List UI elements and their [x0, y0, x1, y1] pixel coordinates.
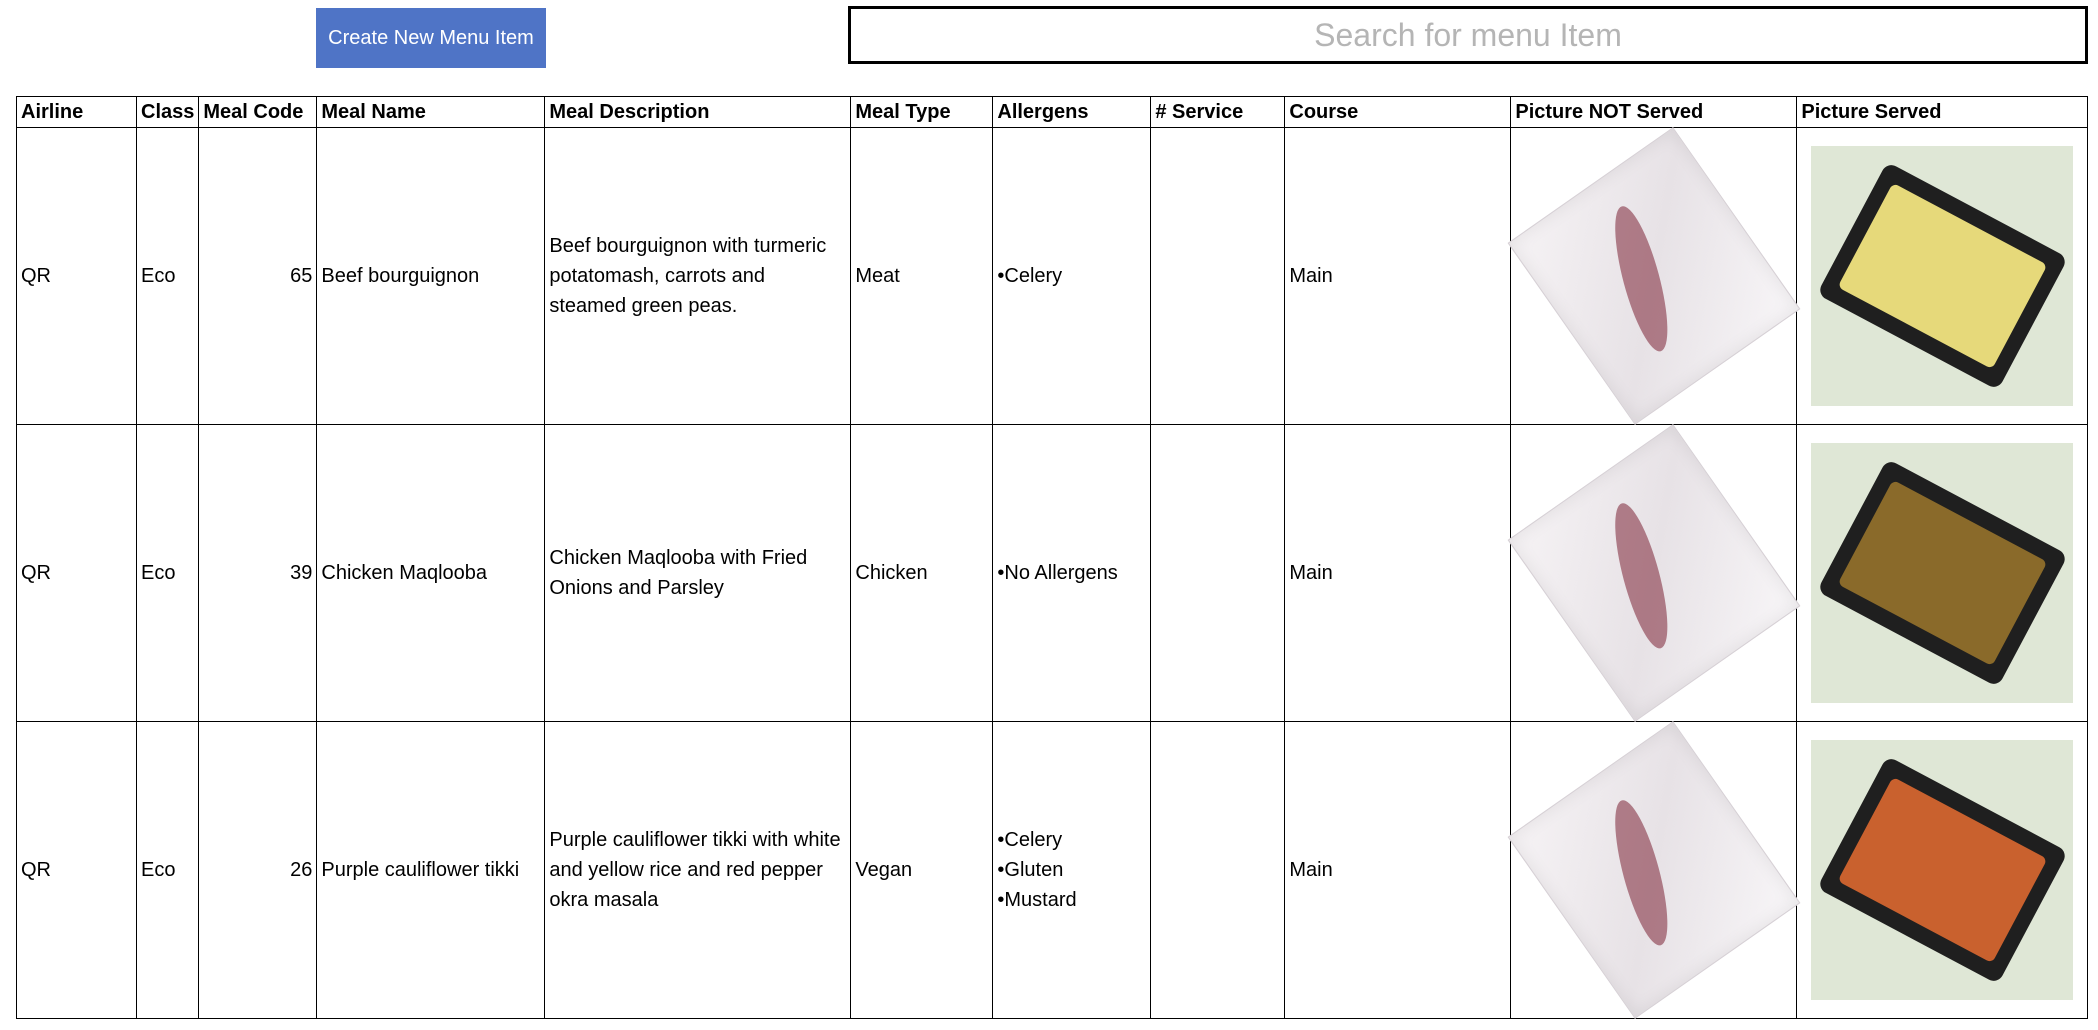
menu-table: [16, 96, 2088, 1019]
search-input[interactable]: [848, 6, 2088, 64]
allergen-item: • Gluten: [997, 855, 1146, 885]
picture-served-cell: [1797, 425, 2088, 722]
airline-cell: QR: [17, 128, 137, 425]
column-header: Picture NOT Served: [1511, 97, 1797, 128]
column-header: Meal Name: [317, 97, 545, 128]
meal-code-cell: 65: [199, 128, 317, 425]
allergens-cell: [993, 722, 1151, 1019]
picture-not-served-cell: [1511, 425, 1797, 722]
meal-pouch-image: [1507, 721, 1800, 1019]
table-header-row: [17, 97, 2088, 128]
table-row[interactable]: [17, 722, 2088, 1019]
meal-tray-image: [1811, 443, 2073, 703]
column-header: Picture Served: [1797, 97, 2088, 128]
meal-tray-image: [1811, 146, 2073, 406]
meal-description-cell: Purple cauliflower tikki with white and yellow rice and red pepper okra masala: [545, 722, 851, 1019]
service-cell: [1151, 722, 1285, 1019]
allergen-list: [997, 261, 1146, 291]
column-header: # Service: [1151, 97, 1285, 128]
allergen-item: • Mustard: [997, 885, 1146, 915]
meal-code-cell: 39: [199, 425, 317, 722]
allergen-item: • Celery: [997, 261, 1146, 291]
allergens-cell: [993, 128, 1151, 425]
meal-description-cell: Beef bourguignon with turmeric potatomash, carrots and steamed green peas.: [545, 128, 851, 425]
table-row[interactable]: [17, 425, 2088, 722]
meal-name-cell: Chicken Maqlooba: [317, 425, 545, 722]
picture-served-cell: [1797, 128, 2088, 425]
allergens-cell: [993, 425, 1151, 722]
column-header: Class: [137, 97, 199, 128]
picture-not-served-cell: [1511, 128, 1797, 425]
course-cell: Main: [1285, 128, 1511, 425]
airline-cell: QR: [17, 722, 137, 1019]
meal-pouch-image: [1507, 127, 1800, 425]
column-header: Meal Type: [851, 97, 993, 128]
create-menu-item-button[interactable]: Create New Menu Item: [316, 8, 546, 68]
meal-name-cell: Beef bourguignon: [317, 128, 545, 425]
meal-description-cell: Chicken Maqlooba with Fried Onions and Parsley: [545, 425, 851, 722]
meal-code-cell: 26: [199, 722, 317, 1019]
class-cell: Eco: [137, 128, 199, 425]
allergen-list: [997, 558, 1146, 588]
picture-not-served-cell: [1511, 722, 1797, 1019]
class-cell: Eco: [137, 722, 199, 1019]
column-header: Meal Code: [199, 97, 317, 128]
course-cell: Main: [1285, 425, 1511, 722]
meal-name-cell: Purple cauliflower tikki: [317, 722, 545, 1019]
allergen-list: [997, 825, 1146, 915]
allergen-item: • Celery: [997, 825, 1146, 855]
meal-type-cell: Meat: [851, 128, 993, 425]
course-cell: Main: [1285, 722, 1511, 1019]
column-header: Airline: [17, 97, 137, 128]
service-cell: [1151, 128, 1285, 425]
column-header: Allergens: [993, 97, 1151, 128]
meal-type-cell: Vegan: [851, 722, 993, 1019]
column-header: Course: [1285, 97, 1511, 128]
airline-cell: QR: [17, 425, 137, 722]
meal-tray-image: [1811, 740, 2073, 1000]
class-cell: Eco: [137, 425, 199, 722]
meal-type-cell: Chicken: [851, 425, 993, 722]
allergen-item: • No Allergens: [997, 558, 1146, 588]
table-row[interactable]: [17, 128, 2088, 425]
meal-pouch-image: [1507, 424, 1800, 722]
picture-served-cell: [1797, 722, 2088, 1019]
service-cell: [1151, 425, 1285, 722]
column-header: Meal Description: [545, 97, 851, 128]
